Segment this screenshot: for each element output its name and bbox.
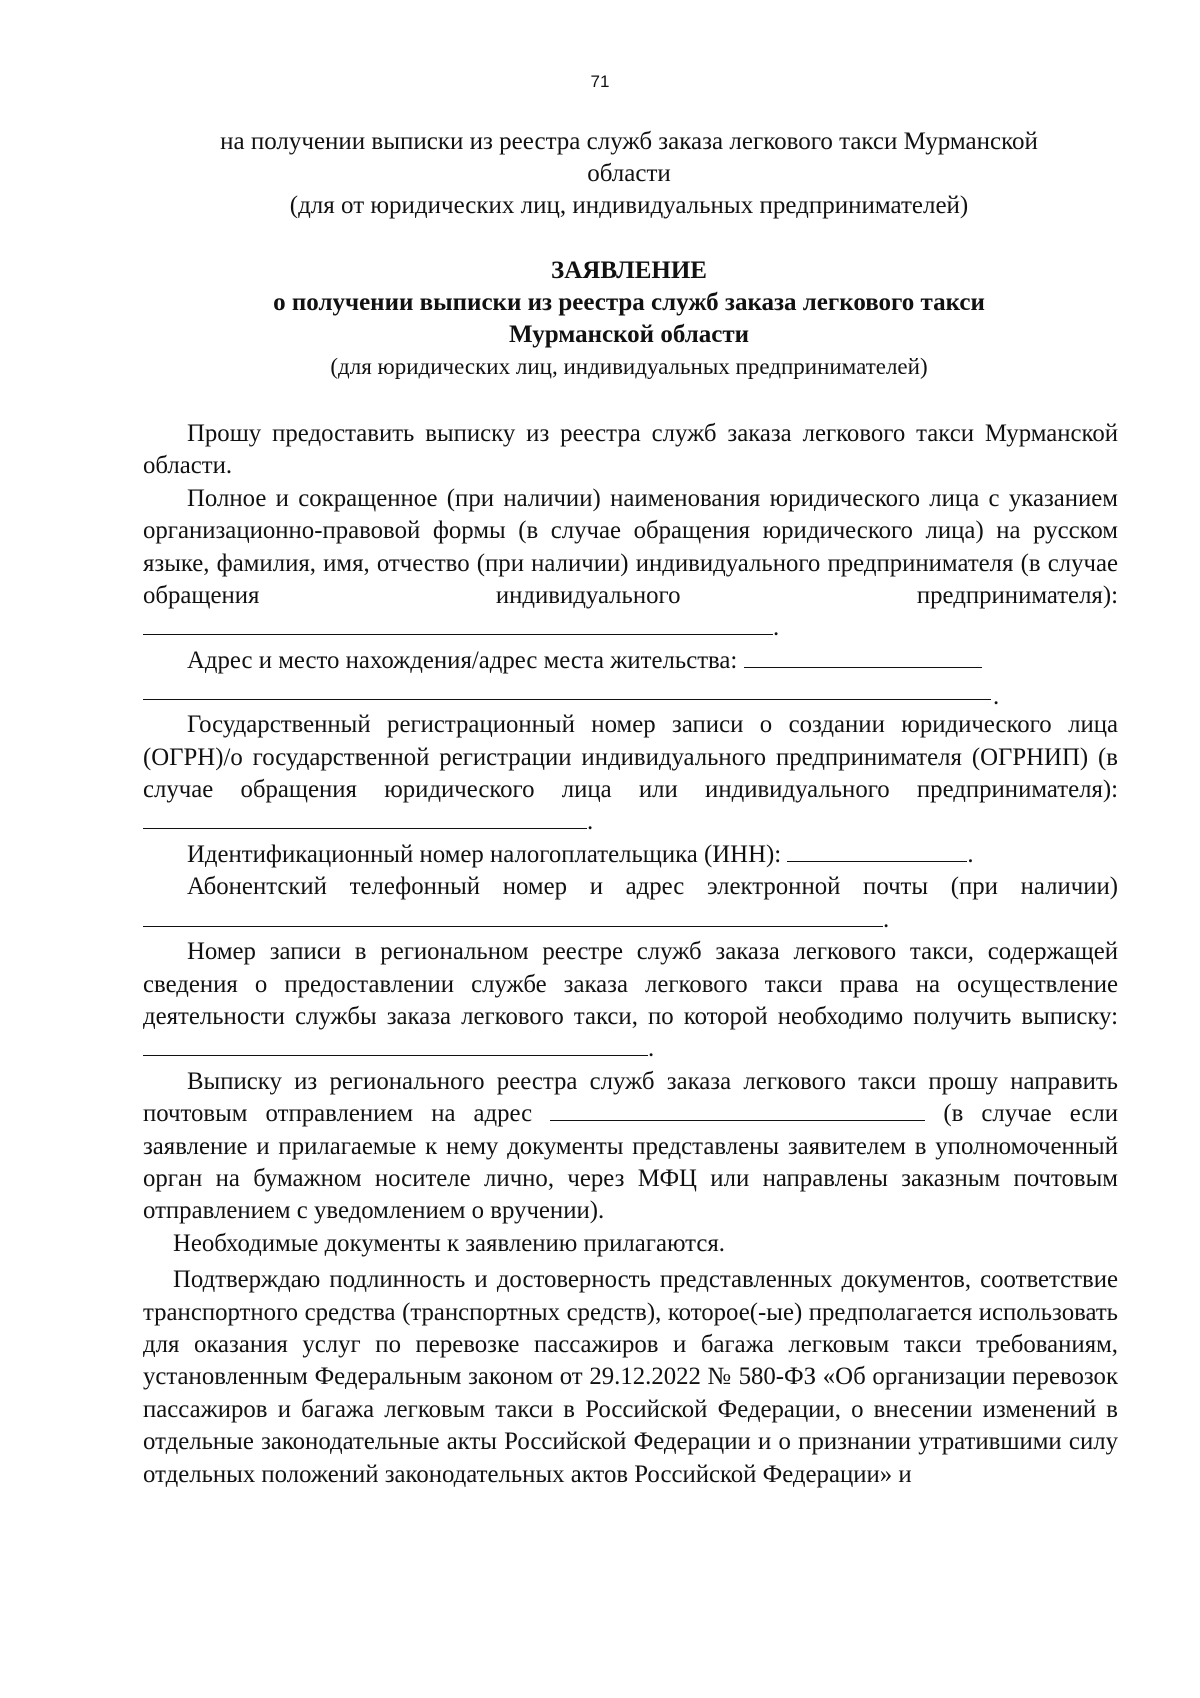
postal-address-field[interactable] <box>550 1098 925 1121</box>
ogrn-field[interactable] <box>143 806 587 829</box>
page-number: 71 <box>590 72 610 91</box>
applicant-note: (для юридических лиц, индивидуальных предпринимателей) <box>330 354 928 379</box>
header-line-3: (для от юридических лиц, индивидуальных предпринимателей) <box>289 192 969 219</box>
form-header <box>140 126 1118 222</box>
contacts-field[interactable] <box>143 904 883 927</box>
paragraph-request: Прошу предоставить выписку из реестра служб заказа легкового такси Мурманской области. <box>143 420 1118 480</box>
paragraph-address: Адрес и место нахождения/адрес места жительства: <box>143 645 1118 677</box>
document-subtitle <box>140 287 1118 351</box>
paragraph-name: Полное и сокращенное (при наличии) наименования юридического лица с указанием организационно-правовой формы (в случае обращения юридического лица) на русском языке, фамилия, имя, отчество (при наличии) индивидуального предпринимателя (в случае обращения индивидуального предпринимателя): . <box>143 484 1118 642</box>
paragraph-confirmation: Подтверждаю подлинность и достоверность представленных документов, соответствие транспортного средства (транспортных средств), которое(-ые) предполагается использовать для оказания услуг по перевозке пассажиров и багажа легковым такси требованиям, установленным Федеральным законом от 29.12.2022 № 580-ФЗ «Об организации перевозок пассажиров и багажа легковым такси в Российской Федерации, о внесении изменений в отдельные законодательные акты Российской Федерации и о признании утратившими силу отдельных положений законодательных актов Российской Федерации» и <box>143 1266 1118 1488</box>
paragraph-contacts: Абонентский телефонный номер и адрес электронной почты (при наличии). <box>143 871 1118 936</box>
paragraph-record-number: Номер записи в региональном реестре служб заказа легкового такси, содержащей сведения о предоставлении службе заказа легкового такси права на осуществление деятельности службы заказа легкового такси, по которой необходимо получить выписку: . <box>143 938 1118 1063</box>
record-number-field[interactable] <box>143 1033 648 1056</box>
subtitle-line-1: о получении выписки из реестра служб заказа легкового такси <box>273 289 985 316</box>
paragraph-postal: Выписку из регионального реестра служб заказа легкового такси прошу направить почтовым отправлением на адрес (в случае если заявление и прилагаемые к нему документы представлены заявителем в уполномоченный орган на бумажном носителе лично, через МФЦ или направлены заказным почтовым отправлением с уведомлением о вручении). <box>143 1067 1119 1225</box>
document-title: ЗАЯВЛЕНИЕ <box>551 257 707 284</box>
header-line-1: на получении выписки из реестра служб заказа легкового такси Мурманской <box>220 128 1038 155</box>
paragraph-ogrn: Государственный регистрационный номер записи о создании юридического лица (ОГРН)/о государственной регистрации индивидуального предпринимателя (ОГРНИП) (в случае обращения юридического лица или индивидуального предпринимателя): . <box>143 711 1118 836</box>
subtitle-line-2: Мурманской области <box>508 321 750 348</box>
header-line-2: области <box>587 160 671 187</box>
paragraph-inn: Идентификационный номер налогоплательщика (ИНН): . <box>187 840 974 868</box>
address-line-2: . <box>143 677 1118 709</box>
name-field[interactable] <box>143 612 773 635</box>
paragraph-attachments: Необходимые документы к заявлению прилагаются. <box>173 1229 725 1257</box>
document-body <box>143 418 1118 1491</box>
address-field-2[interactable] <box>143 677 991 700</box>
address-field-1[interactable] <box>744 645 982 668</box>
inn-field[interactable] <box>787 839 967 862</box>
